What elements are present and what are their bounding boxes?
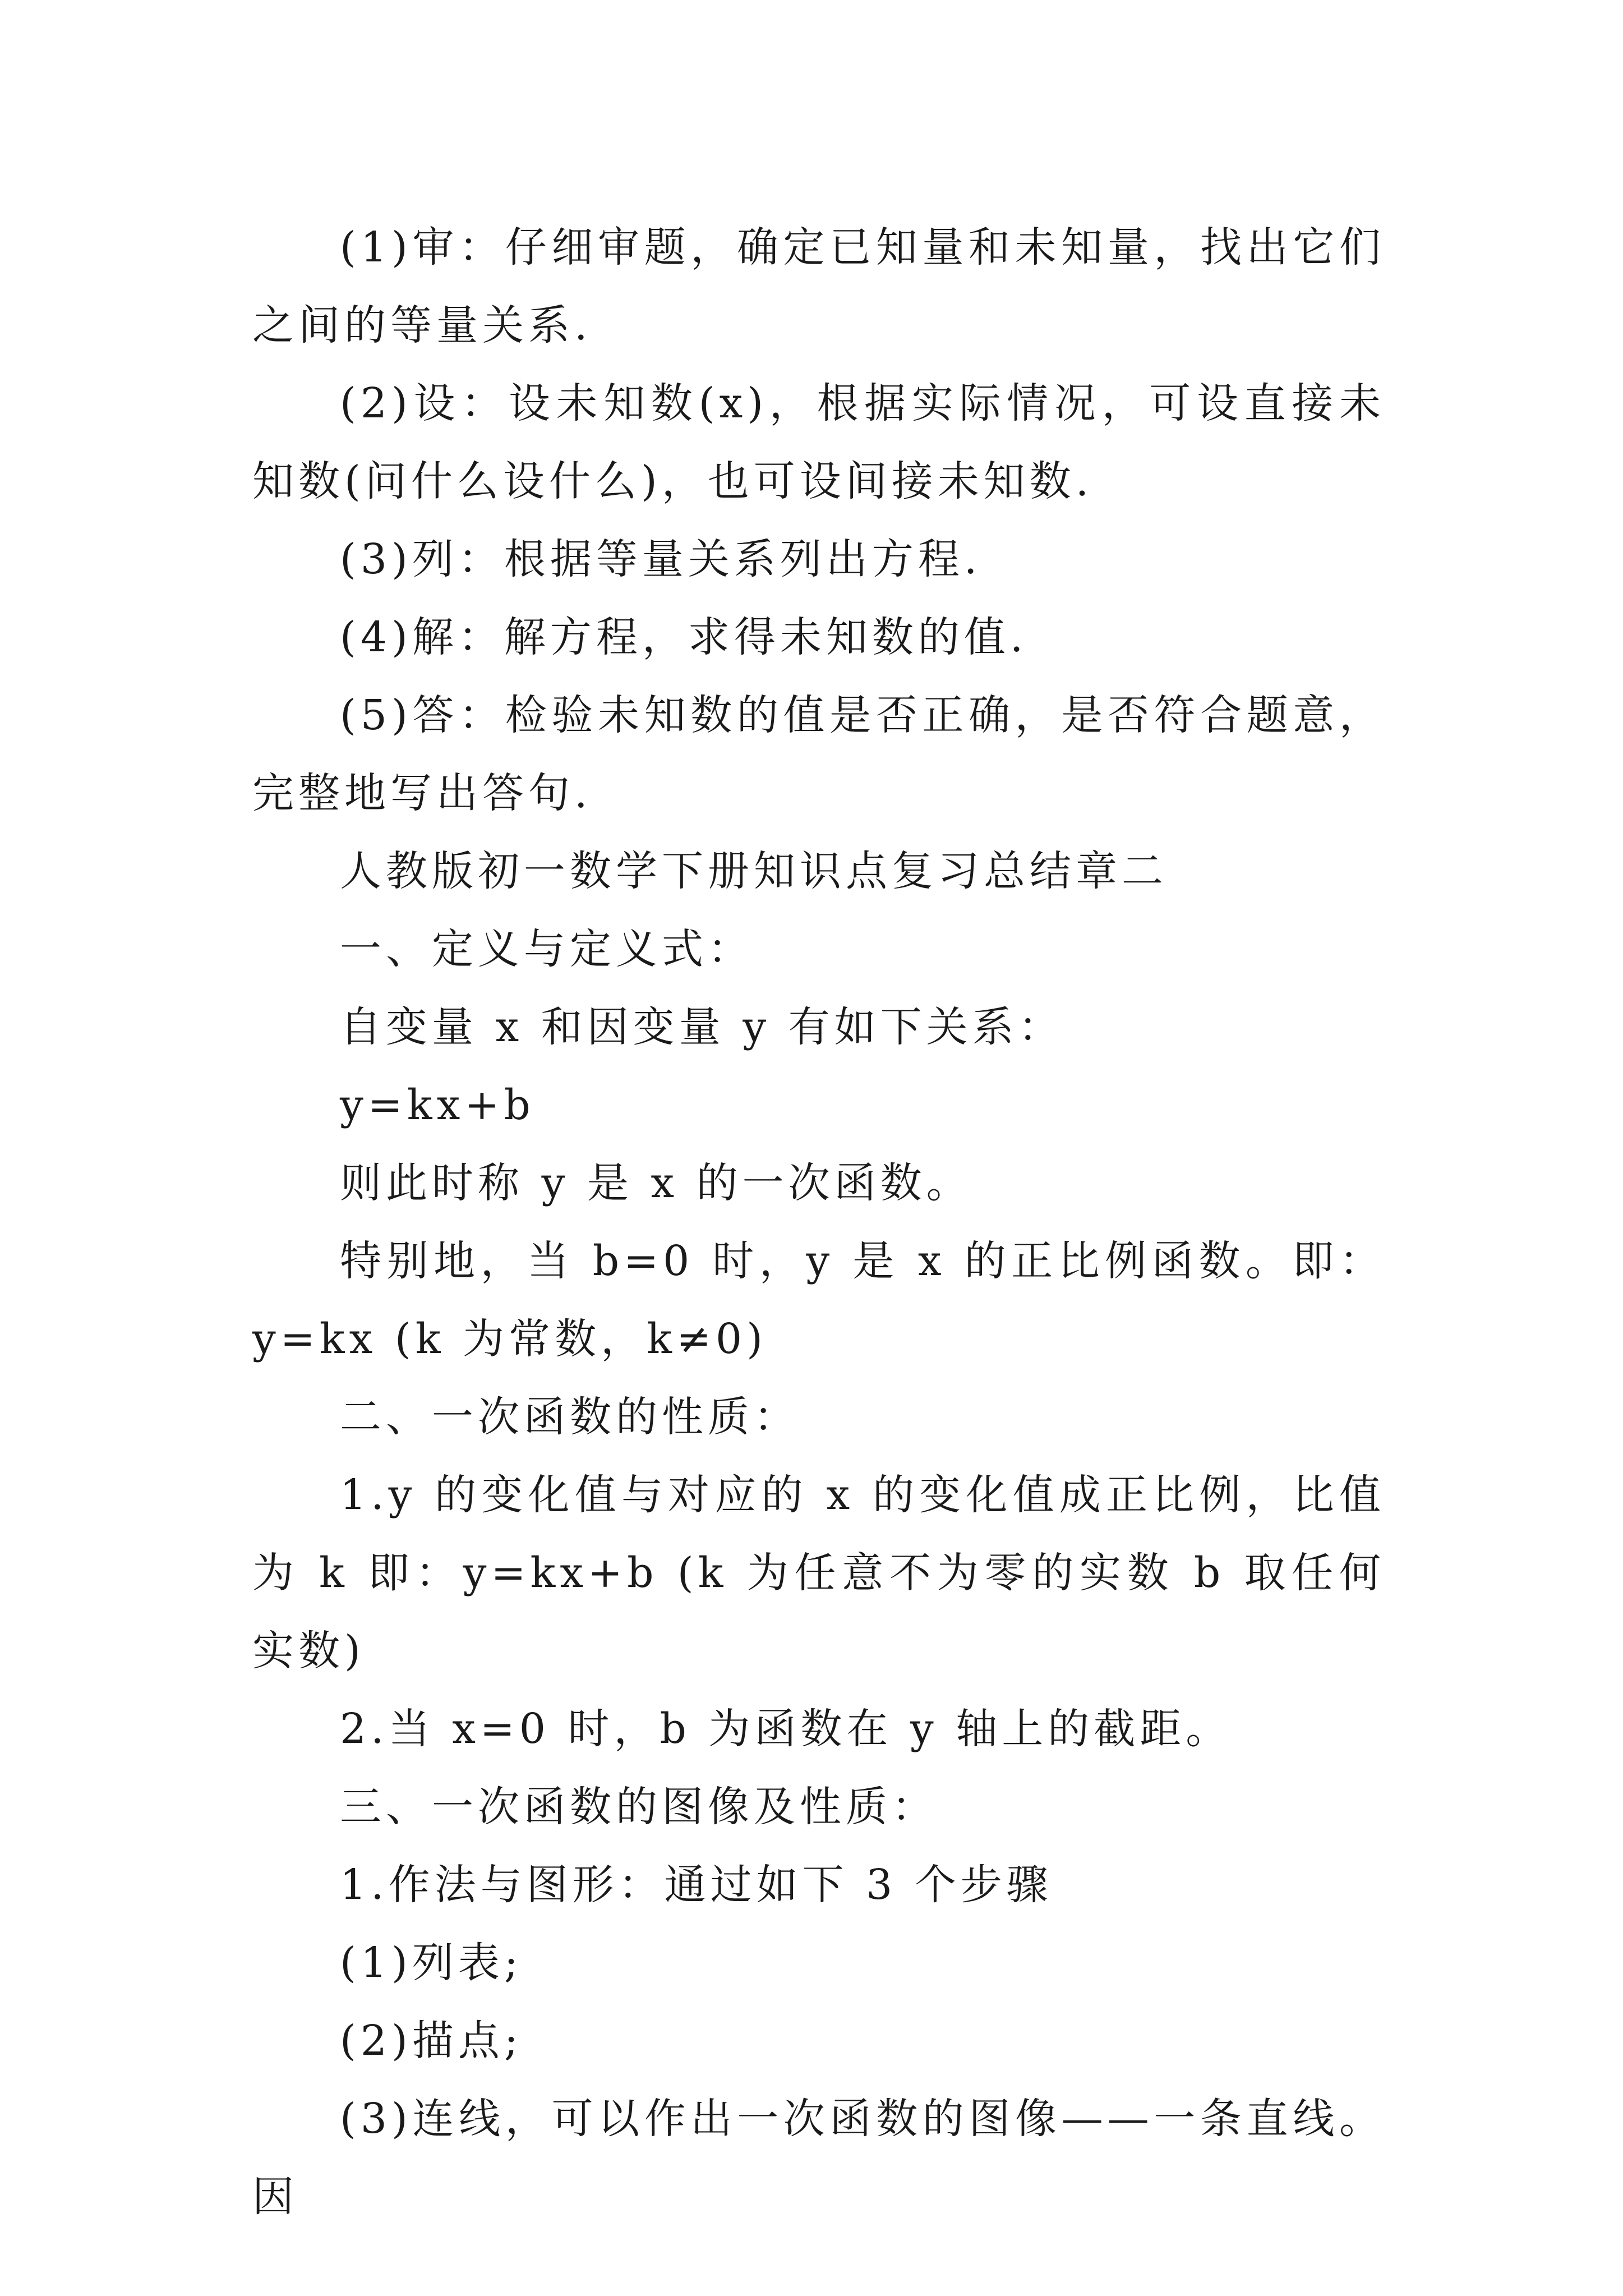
- paragraph-property-2: 2.当 x=0 时，b 为函数在 y 轴上的截距。: [340, 1705, 1232, 1753]
- list-item-table: (1)列表;: [340, 1939, 523, 1987]
- paragraph-step-1: (1)审：仔细审题，确定已知量和未知量，找出它们之间的等量关系.: [252, 223, 1385, 349]
- heading-properties: 二、一次函数的性质：: [340, 1393, 800, 1441]
- paragraph-variables: 自变量 x 和因变量 y 有如下关系：: [340, 1003, 1064, 1051]
- paragraph-property-1: 1.y 的变化值与对应的 x 的变化值成正比例，比值为 k 即：y=kx+b (k 为任意不为零的实数 b 取任何实数): [252, 1471, 1385, 1675]
- paragraph-step-3: (3)列：根据等量关系列出方程.: [340, 535, 982, 583]
- paragraph-step-4: (4)解：解方程，求得未知数的值.: [340, 613, 1028, 661]
- heading-graph: 三、一次函数的图像及性质：: [340, 1783, 938, 1831]
- paragraph-linear-function: 则此时称 y 是 x 的一次函数。: [340, 1159, 972, 1207]
- section-title: 人教版初一数学下册知识点复习总结章二: [340, 847, 1168, 895]
- list-item-connect: (3)连线，可以作出一次函数的图像——一条直线。因: [252, 2095, 1385, 2221]
- paragraph-step-2: (2)设：设未知数(x)，根据实际情况，可设直接未知数(问什么设什么)，也可设间接未知数.: [252, 379, 1385, 505]
- list-item-plot: (2)描点;: [340, 2017, 523, 2065]
- formula-linear: y=kx+b: [340, 1081, 535, 1129]
- heading-definition: 一、定义与定义式：: [340, 925, 754, 973]
- document-body: [252, 209, 1385, 2236]
- paragraph-proportional: 特别地，当 b=0 时，y 是 x 的正比例函数。即：y=kx (k 为常数，k≠0): [252, 1237, 1385, 1363]
- paragraph-step-5: (5)答：检验未知数的值是否正确，是否符合题意，完整地写出答句.: [252, 691, 1385, 817]
- paragraph-graph-method: 1.作法与图形：通过如下 3 个步骤: [340, 1861, 1053, 1909]
